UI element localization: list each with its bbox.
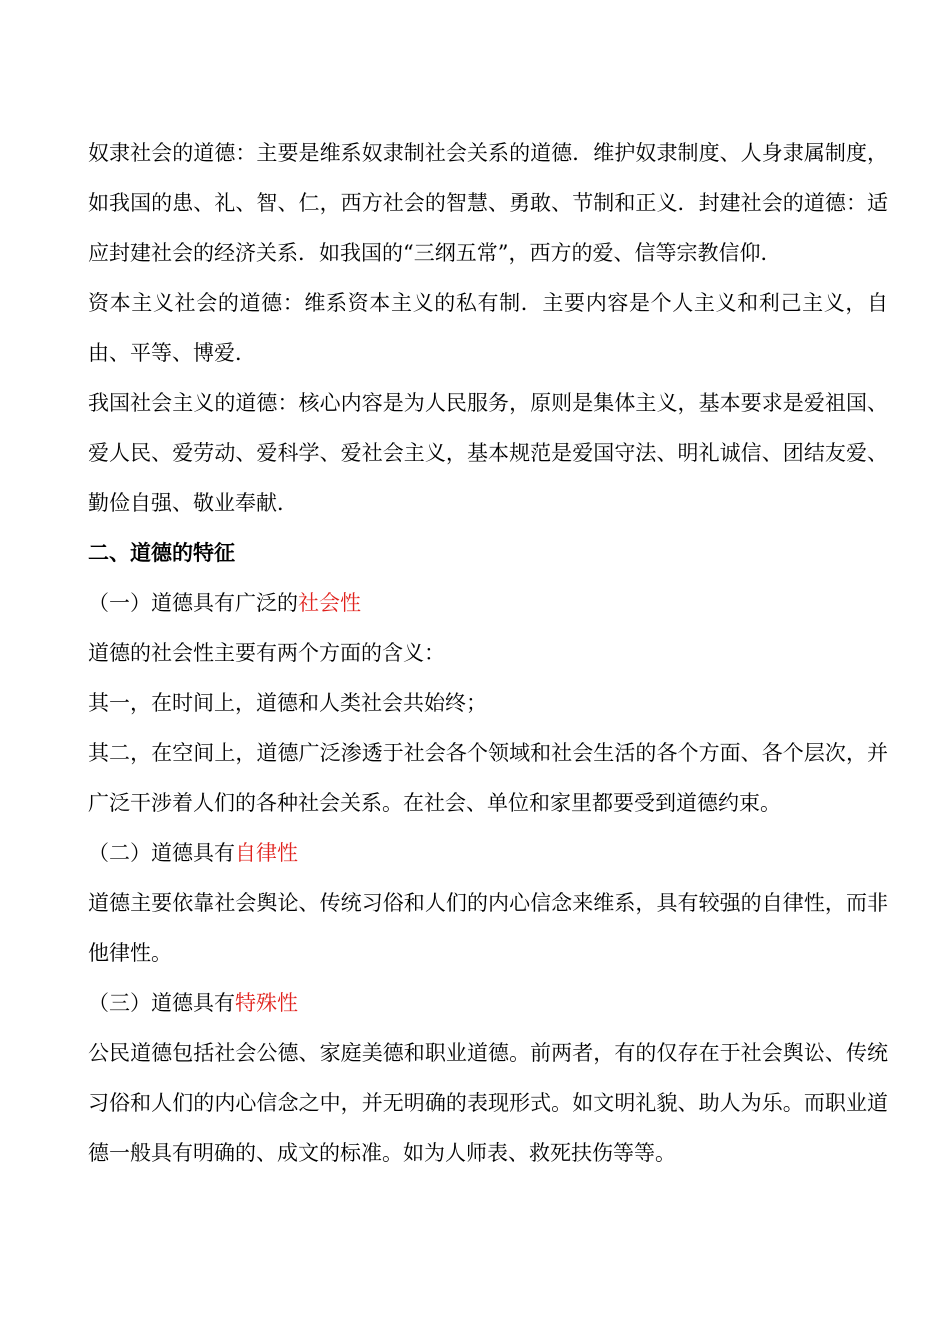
section-heading-moral-characteristics: 二、道德的特征 xyxy=(88,540,235,565)
paragraph-sociality-intro: 道德的社会性主要有两个方面的含义： xyxy=(88,641,445,665)
subheading-self-discipline-keyword: 自律性 xyxy=(235,841,298,865)
document-page xyxy=(88,128,888,1178)
subheading-sociality-prefix: （一）道德具有广泛的 xyxy=(88,591,298,615)
subheading-self-discipline xyxy=(88,828,888,878)
paragraph-capitalist-society: 资本主义社会的道德：维系资本主义的私有制．主要内容是个人主义和利己主义，自由、平等、博爱． xyxy=(88,291,888,365)
paragraph-particularity: 公民道德包括社会公德、家庭美德和职业道德。前两者，有的仅存在于社会舆讼、传统习俗和人们的内心信念之中，并无明确的表现形式。如文明礼貌、助人为乐。而职业道德一般具有明确的、成文的标准。如为人师表、救死扶伤等等。 xyxy=(88,1041,888,1165)
subheading-particularity-prefix: （三）道德具有 xyxy=(88,991,235,1015)
subheading-particularity xyxy=(88,978,888,1028)
subheading-sociality xyxy=(88,578,888,628)
subheading-self-discipline-prefix: （二）道德具有 xyxy=(88,841,235,865)
paragraph-socialist-morality: 我国社会主义的道德：核心内容是为人民服务，原则是集体主义，基本要求是爱祖国、爱人民、爱劳动、爱科学、爱社会主义，基本规范是爱国守法、明礼诚信、团结友爱、勤俭自强、敬业奉献． xyxy=(88,391,888,515)
subheading-particularity-keyword: 特殊性 xyxy=(235,991,298,1015)
subheading-sociality-keyword: 社会性 xyxy=(298,591,361,615)
paragraph-slave-society: 奴隶社会的道德：主要是维系奴隶制社会关系的道德．维护奴隶制度、人身隶属制度，如我国的患、礼、智、仁，西方社会的智慧、勇敢、节制和正义．封建社会的道德：适应封建社会的经济关系．如我国的“三纲五常”，西方的爱、信等宗教信仰． xyxy=(88,141,888,265)
paragraph-sociality-space: 其二，在空间上，道德广泛渗透于社会各个领域和社会生活的各个方面、各个层次，并广泛干涉着人们的各种社会关系。在社会、单位和家里都要受到道德约束。 xyxy=(88,741,888,815)
paragraph-self-discipline: 道德主要依靠社会舆论、传统习俗和人们的内心信念来维系，具有较强的自律性，而非他律性。 xyxy=(88,891,888,965)
paragraph-sociality-time: 其一，在时间上，道德和人类社会共始终； xyxy=(88,691,487,715)
